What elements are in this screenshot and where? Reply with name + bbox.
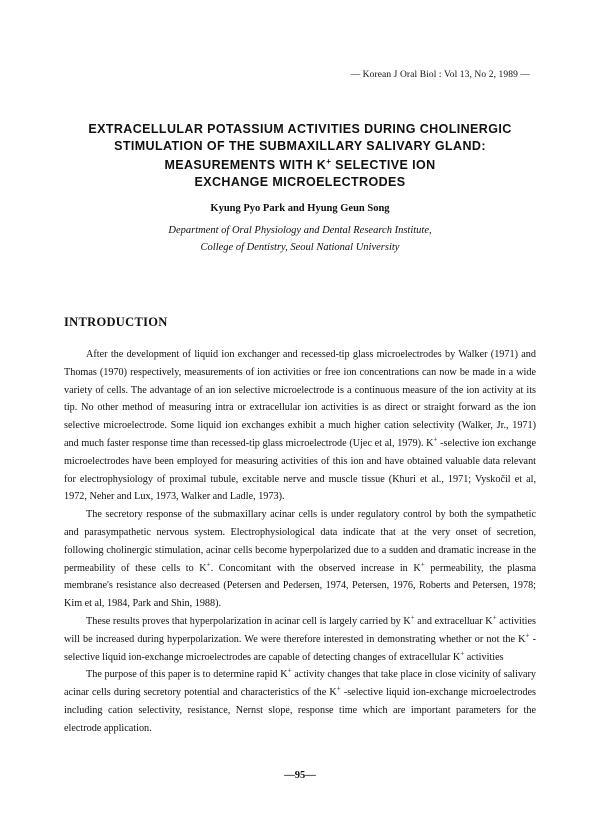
title-line: EXTRACELLULAR POTASSIUM ACTIVITIES DURING CHOLINERGIC	[88, 122, 512, 136]
page-number: —95—	[284, 770, 316, 781]
title-line	[40, 154, 560, 174]
paragraph	[64, 613, 536, 666]
text-run: permeability, the plasma membrane's resistance also decreased (Petersen and Pedersen, 1974, Petersen, 1976, Roberts and Petersen, 1978; Kim et al, 1984, Park and Shin, 1988).	[64, 562, 536, 610]
superscript: +	[410, 613, 415, 622]
superscript: +	[460, 649, 465, 658]
body-text	[64, 346, 536, 738]
text-run: -selective liquid ion-exchange microelectrodes including cation selectivity, resistance, Nernst slope, response time which are important parameters for the electrode application.	[64, 687, 536, 734]
text-run: -selective liquid ion-exchange microelectrodes are capable of detecting changes of extracellular K	[64, 633, 536, 663]
superscript: +	[326, 157, 332, 166]
text-run: activities	[464, 651, 504, 663]
text-run: These results proves that hyperpolarization in acinar cell is largely carried by K	[86, 615, 411, 627]
text-run: The purpose of this paper is to determine rapid K	[86, 669, 288, 681]
superscript: +	[433, 435, 438, 444]
superscript: +	[287, 666, 292, 675]
title-line: STIMULATION OF THE SUBMAXILLARY SALIVARY GLAND:	[114, 138, 486, 153]
superscript: +	[206, 560, 211, 569]
paragraph	[64, 506, 536, 613]
text-run: and extracelluar K	[414, 615, 493, 627]
text-run: activities will be increased during hyperpolarization. We were therefore interested in demonstrating whether or not the K	[64, 615, 536, 645]
text-run: activity changes that take place in close vicinity of salivary acinar cells during secretory potential and characteristics of the K	[64, 669, 536, 699]
affiliation-line: Department of Oral Physiology and Dental Research Institute,	[168, 225, 432, 236]
author-list: Kyung Pyo Park and Hyung Geun Song	[210, 203, 390, 214]
superscript: +	[420, 560, 425, 569]
text-run: The secretory response of the submaxillary acinar cells is under regulatory control by both the sympathetic and parasympathetic nervous system. Electrophysiological data indicate that at the very onset of secretion, following cholinergic stimulation, acinar cells become hyperpolarized due to a sudden and dramatic increase in the permeability of these cells to K	[64, 509, 536, 574]
affiliation	[0, 222, 600, 256]
section-heading: INTRODUCTION	[64, 315, 168, 329]
text-run: After the development of liquid ion exchanger and recessed-tip glass microelectrodes by Walker (1971) and Thomas (1970) respectively, measurements of ion activities or free ion concentrations can now be made in a wide variety of cells. The advantage of an ion selective microelectrode is a continuous measure of the ion activity at its tip. No other method of measuring intra or extracellular ion activities is as direct or straight forward as the ion selective microelectrode. Some liquid ion exchanges exhibit a much higher cation selectivity (Walker, Jr., 1971) and much faster response time than recessed-tip glass microelectrode (Ujec et al, 1979). K	[64, 349, 536, 449]
running-head: — Korean J Oral Biol : Vol 13, No 2, 1989 —	[350, 70, 530, 80]
article-title	[40, 121, 560, 190]
title-text: SELECTIVE ION	[331, 158, 436, 173]
superscript: +	[525, 631, 530, 640]
paragraph	[64, 666, 536, 737]
text-run: . Concomitant with the observed increase in K	[210, 562, 421, 574]
paragraph	[64, 346, 536, 506]
title-line: EXCHANGE MICROELECTRODES	[194, 174, 406, 189]
text-run: -selective ion exchange microelectrodes have been employed for measuring activities of this ion and have obtained valuable data relevant for electrophysiology of proximal tubule, excitable nerve and muscle tissue (Khuri et al., 1971; Vyskočil et al, 1972, Neher and Lux, 1973, Walker and Ladle, 1973).	[64, 437, 536, 503]
superscript: +	[492, 613, 497, 622]
title-text: MEASUREMENTS WITH K	[164, 158, 327, 173]
superscript: +	[336, 684, 341, 693]
affiliation-line: College of Dentistry, Seoul National University	[200, 242, 400, 253]
